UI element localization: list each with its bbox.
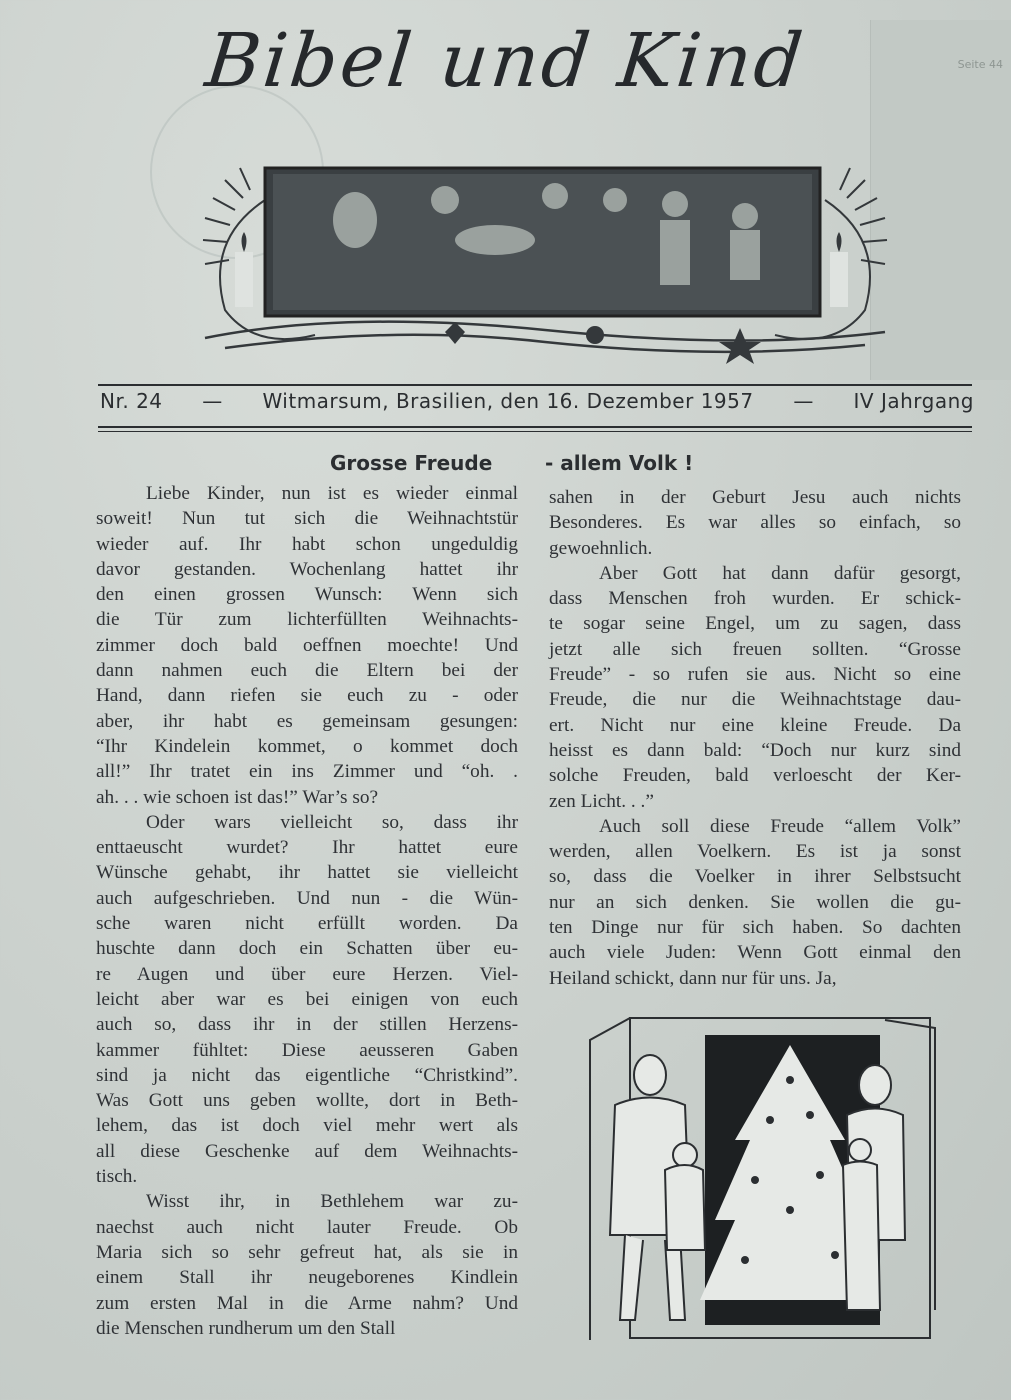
text-line: lehem, das ist doch viel mehr wert als — [96, 1115, 518, 1137]
text-line: zum ersten Mal in die Arme nahm? Und — [96, 1292, 518, 1314]
text-line: tisch. — [96, 1166, 138, 1188]
issue-number: Nr. 24 — [100, 389, 163, 413]
text-line: all!” Ihr tratet ein ins Zimmer und “oh. . — [96, 761, 518, 783]
text-line: so, dass die Voelker in ihrer Selbstsucht — [549, 866, 961, 888]
christmas-door-illustration — [585, 1010, 945, 1345]
dash: — — [793, 389, 814, 413]
text-line: Auch soll diese Freude “allem Volk” — [599, 815, 961, 837]
text-line: te sogar seine Engel, um zu sagen, dass — [549, 613, 961, 635]
text-line: werden, allen Voelkern. Es ist ja sonst — [549, 841, 961, 863]
text-line: sind ja nicht das eigentliche “Christkind”. — [96, 1064, 518, 1086]
masthead-title-text: Bibel und Kind — [201, 18, 810, 104]
margin-note: Seite 44 — [957, 58, 1003, 71]
text-line: enttaeuscht wurdet? Ihr hattet eure — [96, 837, 518, 859]
text-line: gewoehnlich. — [549, 537, 653, 559]
text-line: Liebe Kinder, nun ist es wieder einmal — [146, 483, 518, 504]
text-line: “Ihr Kindelein kommet, o kommet doch — [96, 735, 518, 757]
text-line: ah. . . wie schoen ist das!” War’s so? — [96, 786, 379, 808]
headline-part1: Grosse Freude — [330, 451, 493, 475]
text-line: dann nahmen euch die Eltern bei der — [96, 660, 518, 682]
text-line: wieder auf. Ihr habt schon ungeduldig — [96, 533, 518, 555]
dash: — — [202, 389, 223, 413]
text-line: Freude” - so rufen sie aus. Nicht so eine — [549, 664, 961, 686]
text-line: davor gestanden. Wochenlang hattet ihr — [96, 558, 518, 580]
nativity-banner-illustration — [195, 160, 895, 375]
text-line: solche Freuden, bald verloescht der Ker- — [549, 765, 961, 787]
text-line: zimmer doch bald oeffnen moechte! Und — [96, 634, 518, 656]
article-column-right — [549, 485, 964, 991]
text-line: soweit! Nun tut sich die Weihnachtstür — [96, 508, 518, 530]
text-line: Besonderes. Es war alles so einfach, so — [549, 512, 961, 534]
article-headline — [330, 451, 950, 475]
text-line: zen Licht. . .” — [549, 790, 654, 812]
text-line: die Menschen rundherum um den Stall — [96, 1317, 396, 1339]
text-line: all diese Geschenke auf dem Weihnachts- — [96, 1140, 518, 1162]
text-line: Maria sich so sehr gefreut hat, als sie in — [96, 1241, 518, 1263]
text-line: Aber Gott hat dann dafür gesorgt, — [599, 562, 961, 584]
text-line: kammer fühltet: Diese aeusseren Gaben — [96, 1039, 518, 1061]
text-line: Oder wars vielleicht so, dass ihr — [146, 811, 518, 833]
text-line: nur an sich denken. Sie wollen die gu- — [549, 891, 961, 913]
issue-place-date: Witmarsum, Brasilien, den 16. Dezember 1957 — [262, 389, 754, 413]
bottom-rule — [98, 426, 972, 428]
top-rule — [98, 384, 972, 386]
text-line: ten Dinge nur für sich haben. So dachten — [549, 917, 961, 939]
masthead-title — [0, 18, 1011, 104]
text-line: jetzt alle sich freuen sollten. “Grosse — [549, 638, 961, 660]
text-line: Hand, dann riefen sie euch zu - oder — [96, 685, 518, 707]
issue-line — [100, 389, 974, 413]
text-line: naechst auch nicht lauter Freude. Ob — [96, 1216, 518, 1238]
text-line: huschte dann doch ein Schatten über eu- — [96, 938, 518, 960]
text-line: den einen grossen Wunsch: Wenn sich — [96, 584, 518, 606]
text-line: die Tür zum lichterfüllten Weihnachts- — [96, 609, 518, 631]
text-line: Was Gott uns geben wollte, dort in Beth- — [96, 1090, 518, 1112]
issue-volume: IV Jahrgang — [853, 389, 974, 413]
text-line: auch aufgeschrieben. Und nun - die Wün- — [96, 887, 518, 909]
text-line: Heiland schickt, dann nur für uns. Ja, — [549, 967, 837, 989]
bottom-rule-thin — [98, 431, 972, 432]
text-line: dass Menschen froh wurden. Er schick- — [549, 588, 961, 610]
text-line: leicht aber war es bei einigen von euch — [96, 988, 518, 1010]
text-line: aber, ihr habt es gemeinsam gesungen: — [96, 710, 518, 732]
text-line: Freude, die nur die Weihnachtstage dau- — [549, 689, 961, 711]
text-line: sahen in der Geburt Jesu auch nichts — [549, 487, 961, 508]
text-line: Wisst ihr, in Bethlehem war zu- — [146, 1191, 518, 1213]
article-column-left — [96, 481, 521, 1341]
text-line: ert. Nicht nur eine kleine Freude. Da — [549, 714, 961, 736]
text-line: sche waren nicht erfüllt worden. Da — [96, 913, 518, 935]
text-line: auch viele Juden: Wenn Gott einmal den — [549, 942, 961, 964]
text-line: Wünsche gehabt, ihr hattet sie vielleicht — [96, 862, 518, 884]
text-line: auch so, dass ihr in der stillen Herzens- — [96, 1014, 518, 1036]
text-line: re Augen und über eure Herzen. Viel- — [96, 963, 518, 985]
headline-part2: - allem Volk ! — [545, 451, 694, 475]
text-line: heisst es dann bald: “Doch nur kurz sind — [549, 739, 961, 761]
text-line: einem Stall ihr neugeborenes Kindlein — [96, 1267, 518, 1289]
